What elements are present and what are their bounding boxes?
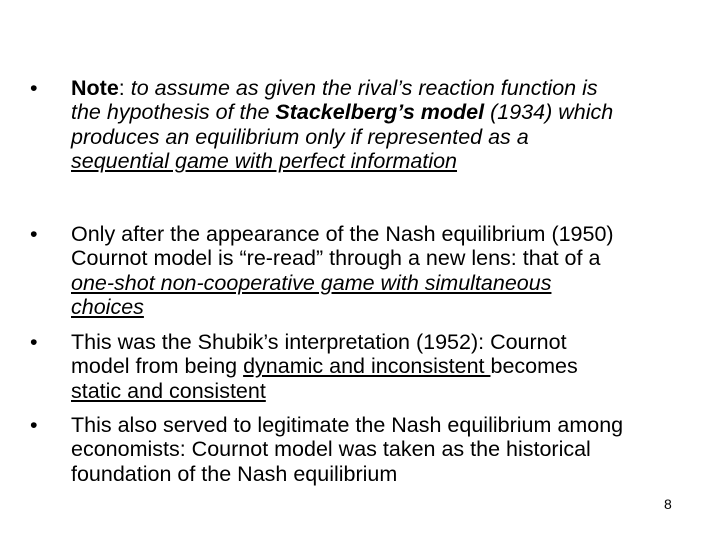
bullet-marker: • <box>30 222 38 246</box>
dynamic-inconsistent-term: dynamic and inconsistent <box>243 354 491 379</box>
note-line-4: sequential game with perfect information <box>71 149 458 174</box>
stackelberg-model-term: Stackelberg’s model <box>275 100 485 125</box>
bullet2-line-3: one-shot non-cooperative game with simultaneous <box>71 270 552 295</box>
bullet4-line-3: foundation of the Nash equilibrium <box>71 461 398 486</box>
note-line-1-text: to assume as given the rival’s reaction function is <box>130 76 598 100</box>
bullet-marker: • <box>30 413 38 437</box>
bullet-nash-reread-text <box>71 222 691 320</box>
bullet2-line-4: choices <box>71 295 144 320</box>
bullet-marker: • <box>30 330 38 354</box>
bullet-shubik-text <box>71 330 691 403</box>
bullet2-line-2: Cournot model is “re-read” through a new lens: that of a <box>71 246 601 271</box>
bullet4-line-2: economists: Cournot model was taken as the historical <box>71 437 591 462</box>
bullet3-line-2-c: becomes <box>490 354 578 379</box>
page-number: 8 <box>664 496 672 512</box>
note-line-2-c: (1934) which <box>484 100 614 125</box>
note-line-2-a: the hypothesis of the <box>71 100 276 125</box>
bullet-marker: • <box>30 76 38 100</box>
note-line-2 <box>71 100 691 124</box>
bullet3-line-1: This was the Shubik’s interpretation (1952): Cournot <box>71 330 567 354</box>
bullet3-line-2 <box>71 354 691 378</box>
note-line-1 <box>71 76 691 100</box>
note-colon: : <box>118 76 131 100</box>
bullet3-line-2-a: model from being <box>71 354 244 379</box>
bullet4-line-1: This also served to legitimate the Nash equilibrium among <box>71 413 624 437</box>
note-line-3: produces an equilibrium only if represented as a <box>71 124 529 149</box>
bullet-legitimate-text <box>71 413 691 486</box>
bullet2-line-1: Only after the appearance of the Nash equilibrium (1950) <box>71 222 614 246</box>
note-label: Note <box>71 76 119 100</box>
bullet3-line-3: static and consistent <box>71 378 266 403</box>
bullet-note-text <box>71 76 691 174</box>
